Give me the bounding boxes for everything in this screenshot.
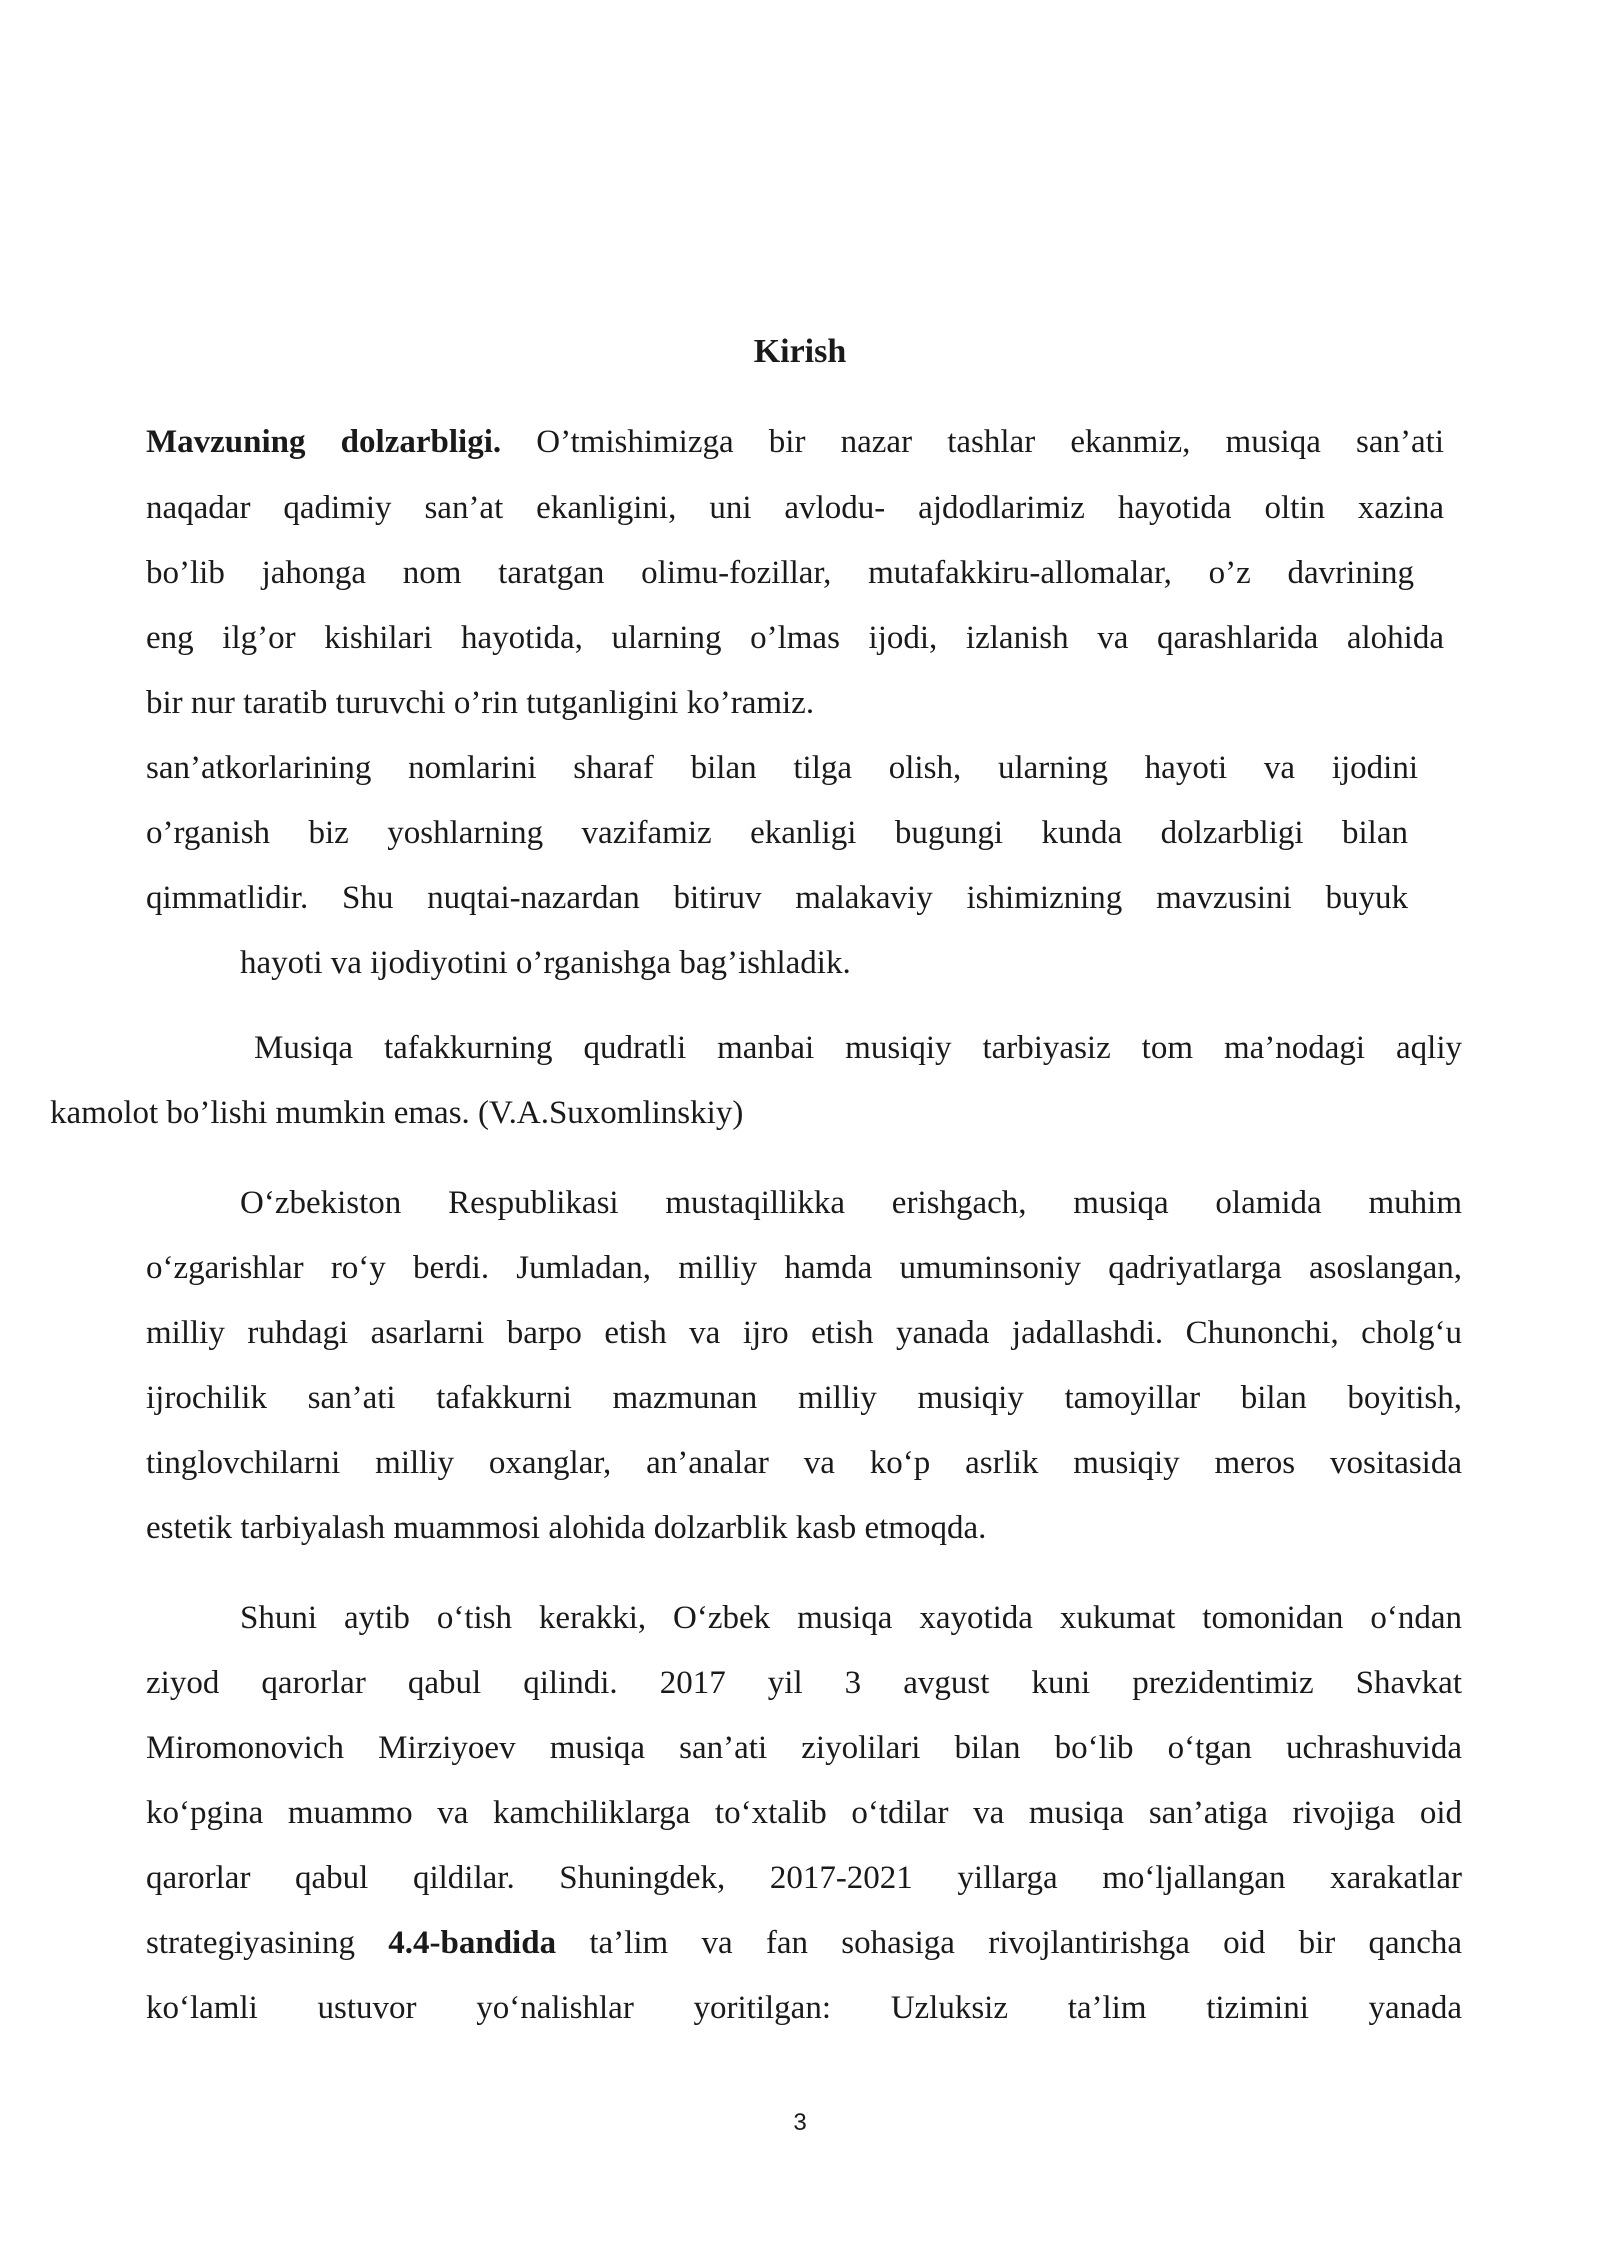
paragraph-3-line-3: milliy ruhdagi asarlarni barpo etish va ijro etish yanada jadallashdi. Chunonchi, cholg‘u [146,1315,1462,1351]
paragraph-1-line-3: bo’lib jahonga nom taratgan olimu-fozillar, mutafakkiru-allomalar, o’z davrining [146,555,1414,591]
paragraph-3-line-4: ijrochilik san’ati tafakkurni mazmunan milliy musiqiy tamoyillar bilan boyitish, [146,1380,1462,1416]
paragraph-4-line-3: Miromonovich Mirziyoev musiqa san’ati ziyolilari bilan bo‘lib o‘tgan uchrashuvida [146,1730,1462,1766]
paragraph-4-line-6-pre: strategiyasining [146,1925,389,1961]
paragraph-4-line-2: ziyod qarorlar qabul qilindi. 2017 yil 3 avgust kuni prezidentimiz Shavkat [146,1665,1462,1701]
paragraph-2-line-2: o’rganish biz yoshlarning vazifamiz ekanligi bugungi kunda dolzarbligi bilan [146,815,1408,851]
paragraph-1-line-2: naqadar qadimiy san’at ekanligini, uni avlodu- ajdodlarimiz hayotida oltin xazina [146,490,1444,526]
paragraph-4-line-6 [146,1921,1462,1965]
paragraph-3-line-5: tinglovchilarni milliy oxanglar, an’analar va ko‘p asrlik musiqiy meros vositasida [146,1445,1462,1481]
paragraph-4-bold-ref: 4.4-bandida [388,1925,557,1961]
paragraph-4-line-1: Shuni aytib o‘tish kerakki, O‘zbek musiqa xayotida xukumat tomonidan o‘ndan [240,1600,1462,1636]
paragraph-2-line-4: hayoti va ijodiyotini o’rganishga bag’ishladik. [240,945,851,981]
paragraph-4-line-6-post: ta’lim va fan sohasiga rivojlantirishga oid bir qancha [556,1925,1462,1961]
quote-line-1: Musiqa tafakkurning qudratli manbai musiqiy tarbiyasiz tom ma’nodagi aqliy [254,1030,1462,1066]
paragraph-4-line-5: qarorlar qabul qildilar. Shuningdek, 2017-2021 yillarga mo‘ljallangan xarakatlar [146,1860,1462,1896]
paragraph-1-line-1-text: O’tmishimizga bir nazar tashlar ekanmiz, musiqa san’ati [501,424,1444,460]
paragraph-3-line-2: o‘zgarishlar ro‘y berdi. Jumladan, milliy hamda umuminsoniy qadriyatlarga asoslangan, [146,1250,1462,1286]
paragraph-1-line-4: eng ilg’or kishilari hayotida, ularning o’lmas ijodi, izlanish va qarashlarida alohida [146,620,1444,656]
paragraph-2-line-3: qimmatlidir. Shu nuqtai-nazardan bitiruv malakaviy ishimizning mavzusini buyuk [146,880,1408,916]
quote-line-2: kamolot bo’lishi mumkin emas. (V.A.Suxomlinskiy) [50,1095,744,1131]
paragraph-1-line-5: bir nur taratib turuvchi o’rin tutganligini ko’ramiz. [146,685,815,721]
paragraph-4-line-7: ko‘lamli ustuvor yo‘nalishlar yoritilgan: Uzluksiz ta’lim tizimini yanada [146,1990,1462,2026]
paragraph-3-line-1: O‘zbekiston Respublikasi mustaqillikka erishgach, musiqa olamida muhim [240,1185,1462,1221]
paragraph-3-line-6: estetik tarbiyalash muammosi alohida dolzarblik kasb etmoqda. [146,1510,987,1546]
paragraph-2-line-1: san’atkorlarining nomlarini sharaf bilan tilga olish, ularning hayoti va ijodini [146,750,1418,786]
paragraph-1-lead: Mavzuning dolzarbligi. [146,424,502,460]
section-title: Kirish [753,333,847,370]
paragraph-4-line-4: ko‘pgina muammo va kamchiliklarga to‘xtalib o‘tdilar va musiqa san’atiga rivojiga oid [146,1795,1462,1831]
page-number: 3 [793,2109,807,2136]
paragraph-1-line-1 [146,420,1444,464]
